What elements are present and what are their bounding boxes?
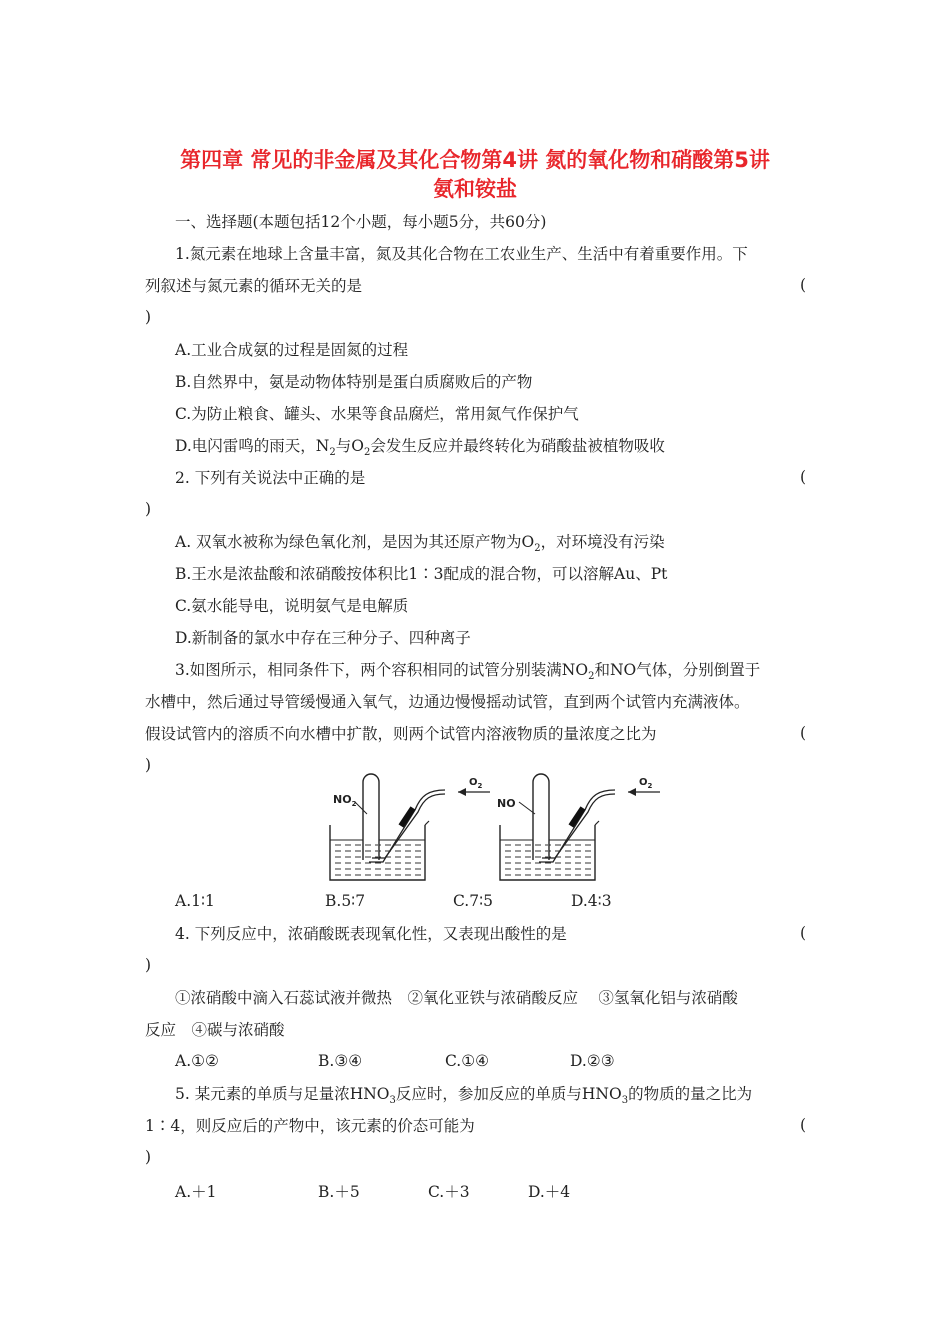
q3-answer-paren-open: ( bbox=[800, 724, 807, 742]
title-line-2: 氨和铵盐 bbox=[433, 177, 517, 201]
q3-stem-line2: 水槽中，然后通过导管缓慢通入氧气，边通边慢慢摇动试管，直到两个试管内充满液体。 bbox=[145, 693, 750, 711]
title-line-1: 第四章 常见的非金属及其化合物第4讲 氮的氧化物和硝酸第5讲 bbox=[180, 148, 770, 172]
q1-option-b: B.自然界中，氨是动物体特别是蛋白质腐败后的产物 bbox=[175, 373, 533, 391]
q2-option-d: D.新制备的氯水中存在三种分子、四种离子 bbox=[175, 629, 471, 647]
q3-apparatus-figure bbox=[325, 770, 680, 885]
q2-answer-paren-open: ( bbox=[800, 468, 807, 486]
q5-stem-line2: 1∶4，则反应后的产物中，该元素的价态可能为 bbox=[145, 1117, 475, 1135]
q1-stem-line1: 1.氮元素在地球上含量丰富，氮及其化合物在工农业生产、生活中有着重要作用。下 bbox=[175, 245, 748, 263]
q3-option-b: B.5∶7 bbox=[325, 892, 366, 910]
q1-answer-paren-open: ( bbox=[800, 276, 807, 294]
q3-options bbox=[175, 892, 775, 912]
section-heading: 一、选择题(本题包括12个小题，每小题5分，共60分) bbox=[175, 213, 547, 231]
right-gas-label: NO bbox=[497, 797, 516, 810]
q3-answer-paren-close: ) bbox=[145, 756, 152, 774]
q3-option-d: D.4∶3 bbox=[571, 892, 612, 910]
right-apparatus bbox=[497, 774, 660, 880]
q2-option-c: C.氨水能导电，说明氨气是电解质 bbox=[175, 597, 409, 615]
q1-stem-line2: 列叙述与氮元素的循环无关的是 bbox=[145, 277, 363, 295]
left-gas-label: $NO_2$ bbox=[333, 793, 357, 808]
q4-options bbox=[175, 1052, 775, 1072]
q5-option-a: A.＋1 bbox=[175, 1183, 217, 1201]
q3-stem-line3: 假设试管内的溶质不向水槽中扩散，则两个试管内溶液物质的量浓度之比为 bbox=[145, 725, 657, 743]
q3-option-c: C.7∶5 bbox=[453, 892, 493, 910]
document-title bbox=[140, 146, 810, 204]
q5-option-c: C.＋3 bbox=[428, 1183, 470, 1201]
q4-answer-paren-close: ) bbox=[145, 956, 152, 974]
q2-stem: 2. 下列有关说法中正确的是 bbox=[175, 469, 366, 487]
q5-stem-line1: 5. 某元素的单质与足量浓$HNO_3$反应时，参加反应的单质与$HNO_3$的物质的量之比为 bbox=[175, 1085, 753, 1107]
q4-stem: 4. 下列反应中，浓硝酸既表现氧化性，又表现出酸性的是 bbox=[175, 925, 567, 943]
q4-option-a: A.①② bbox=[175, 1052, 219, 1070]
q3-stem-line1: 3.如图所示，相同条件下，两个容积相同的试管分别装满$NO_2$和NO气体，分别倒置于 bbox=[175, 661, 761, 683]
left-o2-label: $O_2$ bbox=[469, 777, 483, 790]
q4-statements-line1: ①浓硝酸中滴入石蕊试液并微热 ②氧化亚铁与浓硝酸反应 ③氢氧化铝与浓硝酸 bbox=[175, 989, 738, 1007]
q5-option-b: B.＋5 bbox=[318, 1183, 360, 1201]
q5-options bbox=[175, 1180, 775, 1200]
q1-answer-paren-close: ) bbox=[145, 308, 152, 326]
q1-option-d: D.电闪雷鸣的雨天，$N_2$与$O_2$会发生反应并最终转化为硝酸盐被植物吸收 bbox=[175, 437, 665, 459]
q2-option-b: B.王水是浓盐酸和浓硝酸按体积比1∶3配成的混合物，可以溶解Au、Pt bbox=[175, 565, 668, 583]
right-o2-label: $O_2$ bbox=[639, 777, 653, 790]
q4-option-d: D.②③ bbox=[570, 1052, 615, 1070]
q1-option-c: C.为防止粮食、罐头、水果等食品腐烂，常用氮气作保护气 bbox=[175, 405, 579, 423]
q5-answer-paren-close: ) bbox=[145, 1148, 152, 1166]
q4-option-c: C.①④ bbox=[445, 1052, 490, 1070]
q3-option-a: A.1∶1 bbox=[175, 892, 215, 910]
q5-option-d: D.＋4 bbox=[528, 1183, 571, 1201]
q4-statements-line2: 反应 ④碳与浓硝酸 bbox=[145, 1021, 285, 1039]
q2-option-a: A. 双氧水被称为绿色氧化剂，是因为其还原产物为$O_2$，对环境没有污染 bbox=[175, 533, 665, 555]
q1-option-a: A.工业合成氨的过程是固氮的过程 bbox=[175, 341, 409, 359]
q4-answer-paren-open: ( bbox=[800, 924, 807, 942]
q4-option-b: B.③④ bbox=[318, 1052, 363, 1070]
left-apparatus bbox=[330, 774, 490, 880]
q2-answer-paren-close: ) bbox=[145, 500, 152, 518]
q5-answer-paren-open: ( bbox=[800, 1116, 807, 1134]
